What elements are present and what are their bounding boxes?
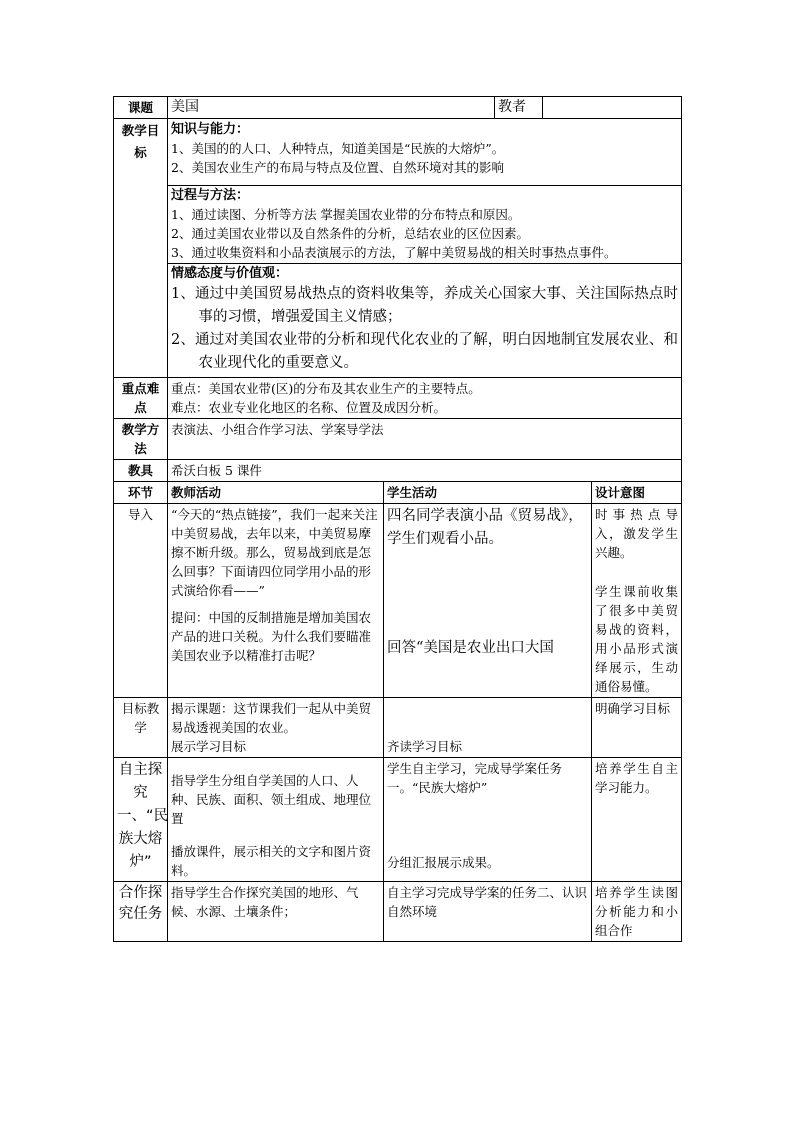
- teacher-activity-text: 指导学生分组自学美国的人口、人种、民族、面积、领土组成、地理位置: [171, 773, 372, 826]
- teacher-activity-text: 指导学生合作探究美国的地形、气候、水源、土壤条件；: [171, 885, 359, 919]
- emotion-item: 1、通过中美国贸易战热点的资料收集等，养成关心国家大事、关注国际热点时事的习惯，增强爱国主义情感；: [171, 286, 678, 325]
- tools-row: [114, 460, 682, 482]
- table-row: [114, 882, 682, 942]
- intent-text: 培养学生自主学习能力。: [595, 761, 678, 795]
- column-header-intent: 设计意图: [592, 482, 682, 504]
- table-row: [114, 504, 682, 698]
- teacher-activity-cell: [168, 882, 384, 942]
- intent-cell: [592, 504, 682, 698]
- teacher-activity-cell: [168, 758, 384, 882]
- tools-label: 教具: [114, 460, 168, 482]
- teacher-value: [543, 97, 682, 119]
- process-item: 2、通过美国农业带以及自然条件的分析，总结农业的区位因素。: [171, 226, 529, 241]
- emotion-section: [168, 263, 681, 375]
- intent-text: 培养学生读图分析能力和小组合作: [595, 885, 678, 938]
- student-activity-cell: [384, 698, 592, 758]
- teacher-activity-text: 展示学习目标: [171, 739, 247, 754]
- lesson-plan-table: [113, 96, 682, 942]
- teacher-activity-text: “今天的“热点链接”，我们一起来关注中美贸易战，去年以来，中美贸易摩擦不断升级。那么，贸易战到底是怎么回事？下面请四位同学用小品的形式演给你看——”: [171, 507, 378, 598]
- key-points-content: [168, 378, 682, 419]
- student-activity-cell: [384, 758, 592, 882]
- student-activity-text: 回答“美国是农业出口大国: [387, 640, 554, 656]
- teacher-activity-cell: [168, 504, 384, 698]
- intent-cell: [592, 698, 682, 758]
- title-row: [114, 97, 682, 119]
- process-item: 1、通过读图、分析等方法 掌握美国农业带的分布特点和原因。: [171, 207, 521, 222]
- knowledge-item: 1、美国的的人口、人种特点，知道美国是“民族的大熔炉”。: [171, 141, 505, 156]
- objectives-content: [168, 119, 682, 378]
- methods-row: [114, 419, 682, 460]
- objectives-row: [114, 119, 682, 378]
- process-item: 3、通过收集资料和小品表演展示的方法，了解中美贸易战的相关时事热点事件。: [171, 245, 617, 260]
- emotion-item: 2、通过对美国农业带的分析和现代化农业的了解，明白因地制宜发展农业、和农业现代化的重要意义。: [171, 332, 678, 371]
- student-activity-text: 自主学习完成导学案的任务二、认识自然环境: [387, 885, 588, 919]
- methods-label: 教学方法: [114, 419, 168, 460]
- title-value: 美国: [168, 97, 495, 119]
- tools-value: 希沃白板 5 课件: [168, 460, 682, 482]
- process-section: [168, 185, 681, 262]
- teacher-activity-text: 揭示课题：这节课我们一起从中美贸易战透视美国的农业。: [171, 701, 372, 735]
- key-point: 重点：美国农业带(区)的分布及其农业生产的主要特点。: [171, 381, 481, 396]
- student-activity-text: 分组汇报展示成果。: [387, 855, 500, 870]
- teacher-activity-text: 播放课件，展示相关的文字和图片资料。: [171, 844, 372, 878]
- student-activity-cell: [384, 882, 592, 942]
- intent-text: 时事热点导入，激发学生兴趣。: [595, 507, 678, 560]
- column-header-stage: 环节: [114, 482, 168, 504]
- intent-text: 明确学习目标: [595, 701, 671, 716]
- knowledge-item: 2、美国农业生产的布局与特点及位置、自然环境对其的影响: [171, 160, 504, 175]
- student-activity-text: 四名同学表演小品《贸易战》，学生们观看小品。: [387, 508, 583, 547]
- intent-cell: [592, 758, 682, 882]
- table-row: [114, 758, 682, 882]
- teacher-activity-text: 提问：中国的反制措施是增加美国农产品的进口关税。为什么我们要瞄准美国农业予以精准打击呢？: [171, 610, 372, 663]
- key-points-row: [114, 378, 682, 419]
- column-header-student: 学生活动: [384, 482, 592, 504]
- table-row: [114, 698, 682, 758]
- title-label: 课题: [114, 97, 168, 119]
- emotion-title: 情感态度与价值观：: [171, 266, 289, 281]
- stage-cell: 导入: [114, 504, 168, 698]
- objectives-label: 教学目标: [114, 119, 168, 378]
- stage-cell: 自主探究一、“民族大熔炉”: [114, 758, 168, 882]
- intent-cell: [592, 882, 682, 942]
- student-activity-text: 学生自主学习，完成导学案任务一。“民族大熔炉”: [387, 761, 563, 795]
- methods-value: 表演法、小组合作学习法、学案导学法: [168, 419, 682, 460]
- column-header-row: [114, 482, 682, 504]
- student-activity-text: 齐读学习目标: [387, 739, 463, 754]
- difficult-point: 难点：农业专业化地区的名称、位置及成因分析。: [171, 400, 447, 415]
- stage-cell: 目标教学: [114, 698, 168, 758]
- column-header-teacher: 教师活动: [168, 482, 384, 504]
- teacher-activity-cell: [168, 698, 384, 758]
- stage-cell: 合作探究任务: [114, 882, 168, 942]
- teacher-label: 教者: [495, 97, 543, 119]
- intent-text: 学生课前收集了很多中美贸易战的资料，用小品形式演绎展示，生动通俗易懂。: [595, 584, 678, 694]
- student-activity-cell: [384, 504, 592, 698]
- key-points-label: 重点难点: [114, 378, 168, 419]
- process-title: 过程与方法：: [171, 188, 250, 203]
- knowledge-title: 知识与能力：: [171, 122, 250, 137]
